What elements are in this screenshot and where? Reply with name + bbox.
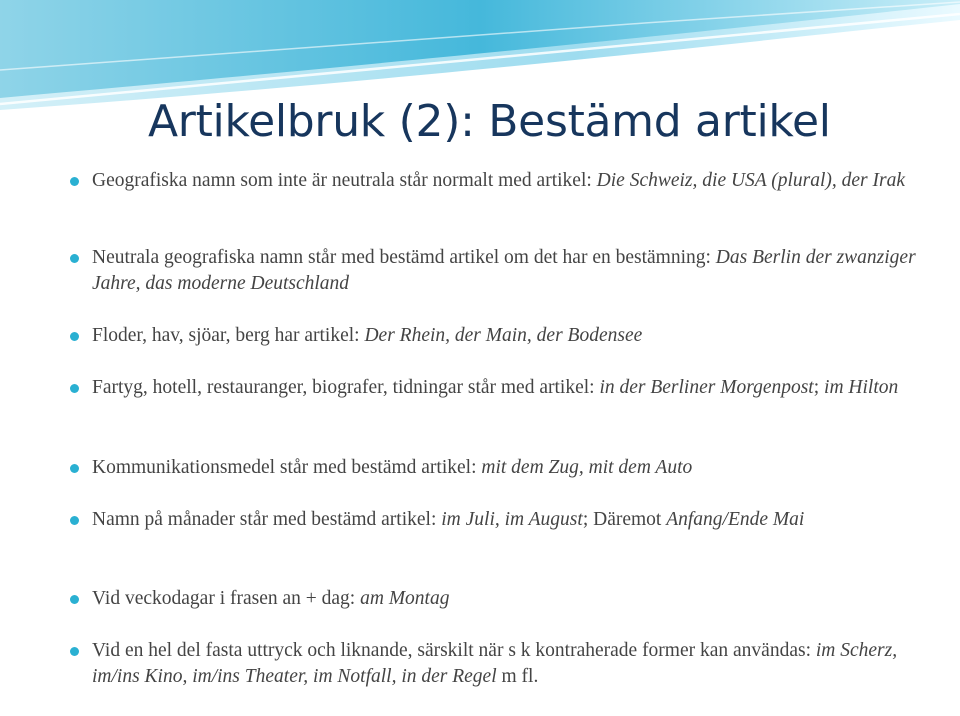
- bullet-dot-icon: [70, 595, 79, 604]
- bullet-text-example: Das Berlin der zwanziger Jahre, das moderne Deutschland: [92, 247, 916, 294]
- bullet-text-example: Die Schweiz, die USA (plural), der Irak: [596, 170, 906, 191]
- bullet-text-example: im Juli, im August: [441, 509, 583, 530]
- bullet-item: [70, 245, 920, 297]
- bullet-text-part: Neutrala geografiska namn står med bestämd artikel om det har en bestämning:: [92, 247, 716, 268]
- bullet-dot-icon: [70, 177, 79, 186]
- bullet-dot-icon: [70, 332, 79, 341]
- bullet-dot-icon: [70, 647, 79, 656]
- bullet-text-example: mit dem Zug, mit dem Auto: [481, 457, 693, 478]
- slide-title: Artikelbruk (2): Bestämd artikel: [148, 96, 831, 147]
- bullet-dot-icon: [70, 254, 79, 263]
- bullet-text-part: Floder, hav, sjöar, berg har artikel:: [92, 325, 365, 346]
- bullet-text-example: am Montag: [360, 588, 450, 609]
- bullet-item: [70, 168, 920, 194]
- bullet-text-part: Vid veckodagar i frasen an + dag:: [92, 588, 361, 609]
- bullet-text-example: im Scherz, im/ins Kino, im/ins Theater, im Notfall, in der Regel: [92, 640, 898, 687]
- bullet-dot-icon: [70, 516, 79, 525]
- bullet-text-part: Kommunikationsmedel står med bestämd artikel:: [92, 457, 482, 478]
- bullet-text-part: m fl.: [496, 666, 539, 687]
- bullet-text-part: Vid en hel del fasta uttryck och liknande, särskilt när s k kontraherade former kan användas:: [92, 640, 816, 661]
- bullet-text-example: in der Berliner Morgenpost: [599, 377, 814, 398]
- bullet-text-example: Der Rhein, der Main, der Bodensee: [364, 325, 643, 346]
- bullet-item: [70, 586, 920, 612]
- bullet-text-part: Fartyg, hotell, restauranger, biografer, tidningar står med artikel:: [92, 377, 600, 398]
- bullet-item: [70, 455, 920, 481]
- bullet-item: [70, 375, 920, 401]
- bullet-text-part: Namn på månader står med bestämd artikel:: [92, 509, 442, 530]
- bullet-text-part: ; Däremot: [582, 509, 667, 530]
- bullet-item: [70, 323, 920, 349]
- bullet-item: [70, 507, 920, 533]
- bullet-text-example: Anfang/Ende Mai: [666, 509, 805, 530]
- bullet-text-example: im Hilton: [824, 377, 899, 398]
- bullet-item: [70, 638, 920, 690]
- bullet-dot-icon: [70, 384, 79, 393]
- bullet-text-part: ;: [813, 377, 825, 398]
- bullet-dot-icon: [70, 464, 79, 473]
- bullet-text-part: Geografiska namn som inte är neutrala står normalt med artikel:: [92, 170, 597, 191]
